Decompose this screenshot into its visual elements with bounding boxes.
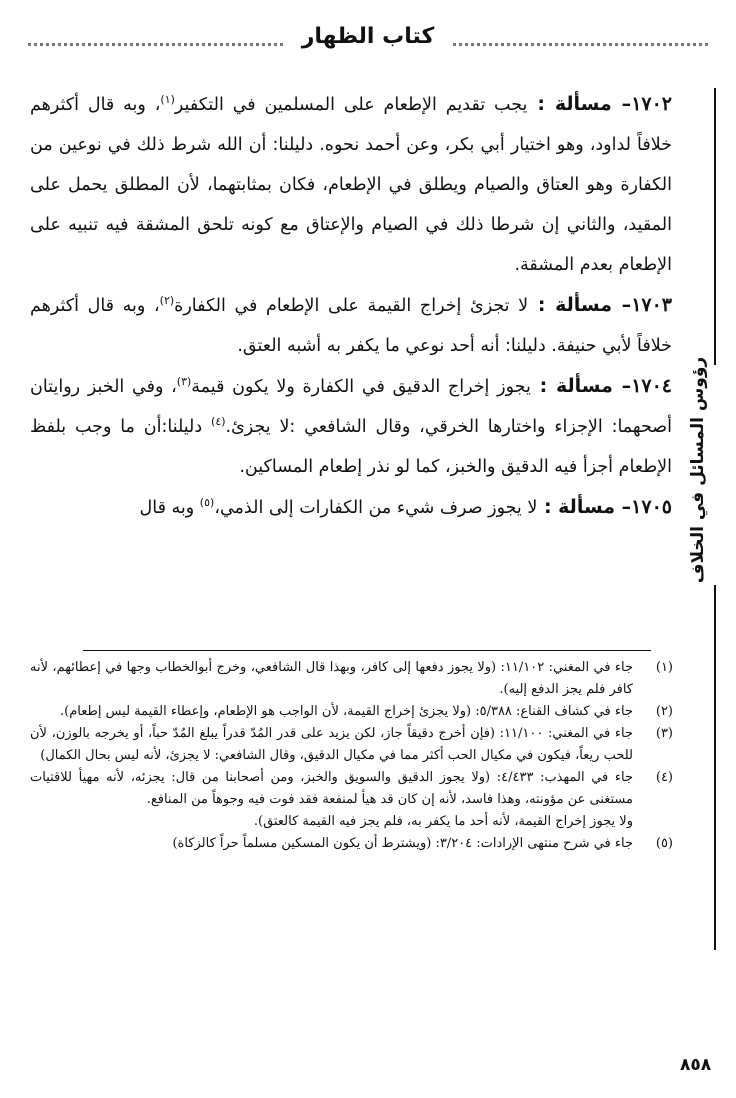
footnote-divider [83, 650, 651, 651]
header-rule-left [28, 43, 283, 46]
side-rule-top [714, 88, 716, 365]
footnote-ref: (٢) [159, 294, 175, 308]
issue-heading: ١٧٠٥– مسألة : [537, 496, 672, 518]
footnote-2: (٢) جاء في كشاف القناع: ٥/٣٨٨: (ولا يجزئ إخراج القيمة، لأن الواجب هو الإطعام، وإعطاء القيمة ليس إطعام). [60, 704, 673, 719]
running-header [28, 24, 708, 56]
issue-heading: ١٧٠٢– مسألة : [527, 93, 673, 115]
footnote-ref: (٤) [211, 415, 226, 429]
side-rule-bottom [714, 585, 716, 950]
issue-1704: ١٧٠٤– مسألة : يجوز إخراج الدقيق في الكفارة ولا يكون قيمة$^{(٣)}$، وفي الخبز روايتان أصحهما: الإجزاء واختارها الخرقي، وقال الشافعي :لا يجزئ.$^{(٤)}$ دليلنا:أن ما وجب بلفظ الإطعام أجزأ فيه الدقيق والخبز، كما لو نذر إطعام المساكين. [30, 375, 673, 477]
issue-1705: ١٧٠٥– مسألة : لا يجوز صرف شيء من الكفارات إلى الذمي،$^{(٥)}$ وبه قال [139, 496, 672, 518]
page-number: ٨٥٨ [680, 1055, 712, 1075]
issue-heading: ١٧٠٣– مسألة : [528, 294, 673, 316]
footnote-3: (٣) جاء في المغني: ١١/١٠٠: (فإن أخرج دقيقاً جاز، لكن يزيد على قدر المُدّ قدراً يبلغ المُدّ حباً، أو يخرجه بالوزن، لأن للحب ريعاً، فيكون في مكيال الحب أكثر مما في مكيال الدقيق، وقال الشافعي: لا يجزئ، لأنه ليس بحال الكمال) [30, 726, 673, 763]
footnotes [30, 657, 673, 855]
issue-1702: ١٧٠٢– مسألة : يجب تقديم الإطعام على المسلمين في التكفير$^{(١)}$، وبه قال أكثرهم خلافاً لداود، وهو اختيار أبي بكر، وعن أحمد نحوه. دليلنا: أن الله شرط ذلك في نوعين من الكفارة وهو العتاق والصيام ويطلق في الإطعام، فكان بمثابتهما، لأن المطلق يحمل على المقيد، والثاني إن شرطا ذلك في الصيام والإعتاق مع كونه تلحق المشقة فيه تنبيه على الإطعام بعدم المشقة. [30, 93, 673, 275]
book-page: كتاب الظهار رؤوس المسائل في الخلاف ١٧٠٢– مسألة : يجب تقديم الإطعام على المسلمين في التكفير$^{(١)}$، وبه قال أكثرهم خلافاً لداود، وهو اختيار أبي بكر، وعن أحمد نحوه. دليلنا: أن الله شرط ذلك في نوعين من الكفارة وهو العتاق والصيام ويطلق في الإطعام، فكان بمثابتهما، لأن المطلق يحمل على المقيد، والثاني إن شرطا ذلك في الصيام والإعتاق مع كونه تلحق المشقة فيه تنبيه على الإطعام بعدم المشقة. ١٧٠٣– مسألة : لا تجزئ إخراج القيمة على الإطعام في الكفارة$^{(٢)}$، وبه قال أكثرهم خلافاً لأبي حنيفة. دليلنا: أنه أحد نوعي ما يكفر به أشبه العتق. ١٧٠٤– مسألة : يجوز إخراج الدقيق في الكفارة ولا يكون قيمة$^{(٣)}$، وفي الخبز روايتان أصحهما: الإجزاء واختارها الخرقي، وقال الشافعي :لا يجزئ.$^{(٤)}$ دليلنا:أن ما وجب بلفظ الإطعام أجزأ فيه الدقيق والخبز، كما لو نذر إطعام المساكين. ١٧٠٥– مسألة : لا يجوز صرف شيء من الكفارات إلى الذمي،$^{(٥)}$ وبه قال (١) جاء في المغني: ١١/١٠٢: (ولا يجوز دفعها إلى كافر، وبهذا قال الشافعي، وخرج أبوالخطاب وجها في إعطائهم، لأنه كافر فلم يجز الدفع إليه). (٢) جاء في كشاف القناع: ٥/٣٨٨: (ولا يجزئ إخراج القيمة، لأن الواجب هو الإطعام، وإعطاء القيمة ليس إطعام). (٣) جاء في المغني: ١١/١٠٠: (فإن أخرج دقيقاً جاز، لكن يزيد على قدر المُدّ قدراً يبلغ المُدّ حباً، أو يخرجه بالوزن، لأن للحب ريعاً، فيكون في مكيال الحب أكثر مما في مكيال الدقيق، وقال الشافعي: لا يجزئ، لأنه ليس بحال الكمال) (٤) جاء في المهذب: ٤/٤٣٣: (ولا يجوز الدقيق والسويق والخبز، ومن أصحابنا من قال: يجزئه، لأنه مهيأ للاقتيات مستغنى عن مؤونته، وهذا فاسد، لأنه إن كان قد هيأ لمنفعة فقد فوت فيه وجوهاً من المنافع. ولا يجوز إخراج القيمة، لأنه أحد ما يكفر به، فلم يجز فيه القيمة كالعتق). (٥) جاء في شرح منتهى الإرادات: ٣/٢٠٤: (ويشترط أن يكون المسكين مسلماً حراً كالزكاة) ٨٥٨ [0, 0, 736, 1098]
footnote-4: (٤) جاء في المهذب: ٤/٤٣٣: (ولا يجوز الدقيق والسويق والخبز، ومن أصحابنا من قال: يجزئه، لأنه مهيأ للاقتيات مستغنى عن مؤونته، وهذا فاسد، لأنه إن كان قد هيأ لمنفعة فقد فوت فيه وجوهاً من المنافع. ولا يجوز إخراج القيمة، لأنه أحد ما يكفر به، فلم يجز فيه القيمة كالعتق). [30, 770, 673, 829]
issue-heading: ١٧٠٤– مسألة : [530, 375, 673, 397]
footnote-ref: (٣) [176, 375, 192, 389]
footnote-5: (٥) جاء في شرح منتهى الإرادات: ٣/٢٠٤: (ويشترط أن يكون المسكين مسلماً حراً كالزكاة) [172, 836, 673, 851]
footnote-ref: (٥) [199, 496, 215, 510]
issue-1703: ١٧٠٣– مسألة : لا تجزئ إخراج القيمة على الإطعام في الكفارة$^{(٢)}$، وبه قال أكثرهم خلافاً لأبي حنيفة. دليلنا: أنه أحد نوعي ما يكفر به أشبه العتق. [30, 294, 673, 356]
chapter-title: كتاب الظهار [301, 24, 435, 49]
footnote-1: (١) جاء في المغني: ١١/١٠٢: (ولا يجوز دفعها إلى كافر، وبهذا قال الشافعي، وخرج أبوالخطاب وجها في إعطائهم، لأنه كافر فلم يجز الدفع إليه). [30, 660, 673, 697]
main-text [30, 84, 672, 528]
footnote-ref: (١) [160, 93, 175, 107]
